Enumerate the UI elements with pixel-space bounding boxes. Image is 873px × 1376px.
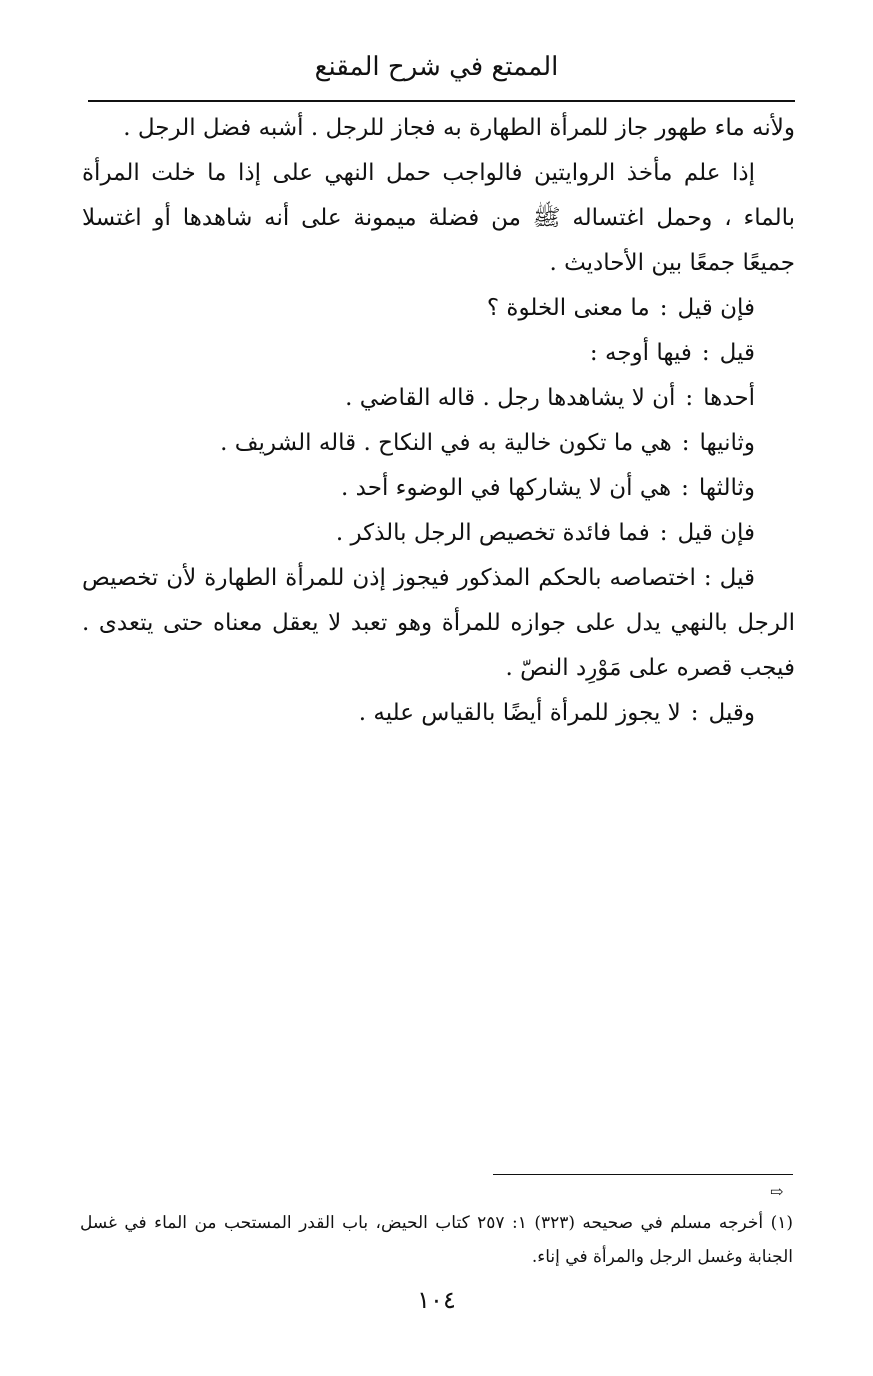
paragraph: إذا علم مأخذ الروايتين فالواجب حمل النهي على إذا ما خلت المرأة بالماء ، وحمل اغتساله ﷺ من فضلة ميمونة على أنه شاهدها أو اغتسلا جميعًا جمعًا بين الأحاديث . xyxy=(82,160,795,276)
qa-line xyxy=(82,376,795,421)
qa-label: فإن قيل xyxy=(677,520,755,546)
qa-separator: : xyxy=(659,295,668,321)
qa-label: أحدها xyxy=(703,385,755,411)
qa-separator: : xyxy=(659,520,668,546)
qa-line xyxy=(82,331,795,376)
header-rule xyxy=(88,100,795,102)
qa-text: فيها أوجه : xyxy=(589,340,692,366)
qa-separator: : xyxy=(701,340,710,366)
running-header-title: الممتع في شرح المقنع xyxy=(314,52,559,82)
qa-label: وثانيها xyxy=(699,430,755,456)
paragraph xyxy=(82,556,795,691)
qa-line xyxy=(82,286,795,331)
qa-separator: : xyxy=(681,430,690,456)
main-text xyxy=(82,106,795,736)
qa-text: هي أن لا يشاركها في الوضوء أحد . xyxy=(341,475,672,501)
qa-line xyxy=(82,691,795,736)
paragraph-text: اختصاصه بالحكم المذكور فيجوز إذن للمرأة الطهارة لأن تخصيص الرجل بالنهي يدل على جوازه للمرأة وهو تعبد لا يعقل معناه حتى يتعدى . فيجب قصره على مَوْرِد النصّ . xyxy=(82,565,795,681)
qa-label: وثالثها xyxy=(698,475,755,501)
qa-separator: : xyxy=(685,385,694,411)
qa-text: فما فائدة تخصيص الرجل بالذكر . xyxy=(335,520,650,546)
qa-text: هي ما تكون خالية به في النكاح . قاله الشريف . xyxy=(220,430,672,456)
qa-text: ما معنى الخلوة ؟ xyxy=(486,295,650,321)
footnote: (١) أخرجه مسلم في صحيحه (٣٢٣) ١: ٢٥٧ كتاب الحيض، باب القدر المستحب من الماء في غسل الجنابة وغسل الرجل والمرأة في إناء. xyxy=(80,1213,793,1267)
paragraph: ولأنه ماء طهور جاز للمرأة الطهارة به فجاز للرجل . أشبه فضل الرجل . xyxy=(123,115,795,141)
qa-text: أن لا يشاهدها رجل . قاله القاضي . xyxy=(345,385,676,411)
qa-line xyxy=(82,511,795,556)
qa-label: فإن قيل xyxy=(677,295,755,321)
qa-label: قيل xyxy=(719,565,756,591)
footnote-rule xyxy=(493,1174,793,1175)
qa-label: وقيل xyxy=(708,700,755,726)
arrow-right-icon: ⇨ xyxy=(770,1182,784,1201)
qa-label: قيل xyxy=(719,340,755,366)
qa-separator: : xyxy=(703,565,712,591)
qa-line xyxy=(82,421,795,466)
page-number: ١٠٤ xyxy=(417,1286,456,1314)
qa-line xyxy=(82,466,795,511)
qa-separator: : xyxy=(681,475,689,501)
qa-separator: : xyxy=(690,700,699,726)
qa-text: لا يجوز للمرأة أيضًا بالقياس عليه . xyxy=(358,700,681,726)
